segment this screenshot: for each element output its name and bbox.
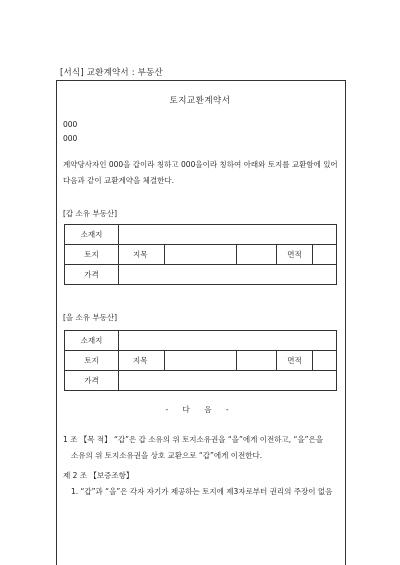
article-1-line-2: 소유의 위 토지소유권을 상호 교환으로 “갑”에게 이전한다.	[71, 451, 263, 460]
land-label: 토지	[65, 351, 119, 371]
article-1	[63, 432, 341, 464]
location-value	[119, 225, 337, 245]
intro-text: 계약당사자인 000을 갑이라 칭하고 000을이라 칭하여 아래와 토지를 교환함에 있어 다음과 같이 교환계약을 체결한다.	[63, 160, 338, 185]
table-row	[65, 351, 337, 371]
table-row	[65, 245, 337, 265]
jimok-label: 지목	[119, 351, 165, 371]
spacer-cell	[237, 351, 277, 371]
location-label: 소재지	[65, 225, 119, 245]
table-row	[65, 225, 337, 245]
area-value	[313, 245, 337, 265]
price-label: 가격	[65, 371, 119, 391]
jimok-value	[165, 351, 237, 371]
section-label-a: [갑 소유 부동산]	[63, 209, 118, 218]
table-row	[65, 331, 337, 351]
party-a: 000	[63, 120, 78, 129]
area-value	[313, 351, 337, 371]
property-table-a	[64, 224, 337, 285]
location-value	[119, 331, 337, 351]
document-title: 토지교환계약서	[169, 96, 231, 106]
jimok-label: 지목	[119, 245, 165, 265]
spacer-cell	[237, 245, 277, 265]
table-row	[65, 265, 337, 285]
price-value	[119, 371, 337, 391]
price-label: 가격	[65, 265, 119, 285]
article-2-line-1: 1. “갑”과 “을”은 각자 자기가 제공하는 토지에 제3자로부터 권리의 주장이 없음	[71, 487, 333, 496]
center-label: - 다 음 -	[165, 405, 235, 414]
article-1-line-1: 1 조 【목 적】 “갑”은 갑 소유의 위 토지소유권을 “을”에게 이전하고, “을”은을	[63, 435, 324, 444]
land-label: 토지	[65, 245, 119, 265]
area-label: 면적	[277, 245, 313, 265]
header-label: [서식] 교환계약서 : 부동산	[60, 68, 163, 78]
article-2-heading: 제 2 조 【보증조항】	[63, 471, 134, 480]
price-value	[119, 265, 337, 285]
party-b: 000	[63, 134, 78, 143]
property-table-b	[64, 330, 337, 391]
area-label: 면적	[277, 351, 313, 371]
section-label-b: [을 소유 부동산]	[63, 313, 118, 322]
table-row	[65, 371, 337, 391]
jimok-value	[165, 245, 237, 265]
location-label: 소재지	[65, 331, 119, 351]
article-2	[63, 468, 341, 500]
